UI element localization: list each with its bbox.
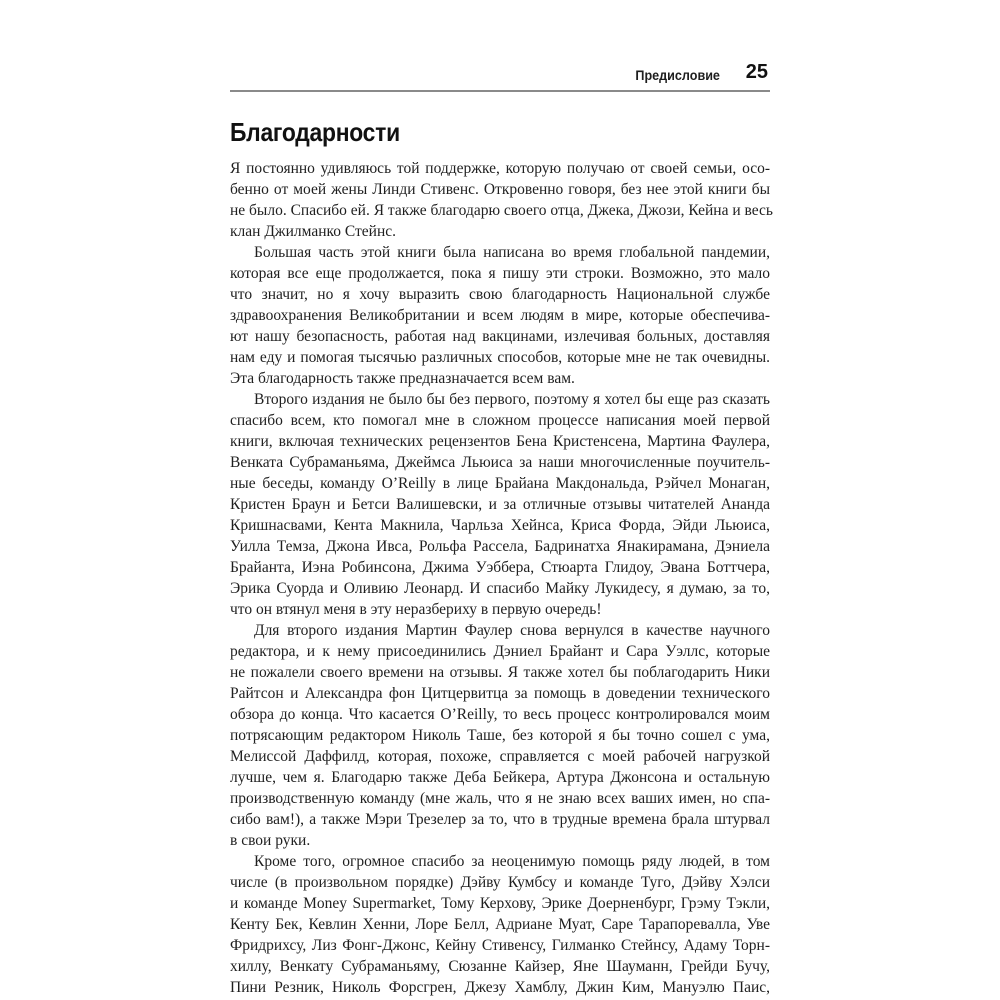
text-line: что значит, но я хочу выразить свою благодарность Национальной службе (230, 286, 770, 303)
text-line: ют нашу безопасность, работая над вакцинами, излечивая больных, доставляя (230, 328, 770, 345)
text-line: здравоохранения Великобритании и всем людям в мире, которые обеспечива- (230, 307, 770, 324)
text-line: что он втянул меня в эту неразбериху в первую очередь! (230, 601, 602, 618)
text-line: Эрика Суорда и Оливию Леонард. И спасибо Майку Лукидесу, я думаю, за то, (230, 580, 770, 597)
text-line: потрясающим редактором Николь Таше, без которой я бы точно сошел с ума, (230, 727, 770, 744)
text-line: хиллу, Венкату Субраманьяму, Сюзанне Кайзер, Яне Шауманн, Грейди Бучу, (230, 958, 770, 975)
text-line: ные беседы, команду O’Reilly в лице Брайана Макдональда, Рэйчел Монаган, (230, 475, 770, 492)
text-line: Большая часть этой книги была написана во время глобальной пандемии, (254, 244, 770, 261)
text-line: Мелиссой Даффилд, которая, похоже, справляется с моей рабочей нагрузкой (230, 748, 770, 765)
paragraph (230, 851, 770, 998)
text-line: нам еду и помогая тысячью различных способов, которые мне не так очевидны. (230, 349, 770, 366)
running-title: Предисловие (635, 67, 720, 83)
body-text (230, 158, 773, 998)
text-line: Уилла Темза, Джона Ивса, Рольфа Рассела, Бадринатха Янакирамана, Дэниела (230, 538, 770, 555)
text-line: редактора, и к нему присоединились Дэниел Брайант и Сара Уэллс, которые (230, 643, 770, 660)
running-header (230, 60, 770, 92)
text-line: Брайанта, Иэна Робинсона, Джима Уэббера, Стюарта Глидоу, Эвана Боттчера, (230, 559, 770, 576)
text-line: не было. Спасибо ей. Я также благодарю своего отца, Джека, Джози, Кейна и весь (230, 202, 773, 219)
text-line: книги, включая технических рецензентов Бена Кристенсена, Мартина Фаулера, (230, 433, 770, 450)
text-line: производственную команду (мне жаль, что я не знаю всех ваших имен, но спа- (230, 790, 770, 807)
text-line: и команде Money Supermarket, Тому Керхову, Эрике Доерненбург, Грэму Тэкли, (230, 895, 770, 912)
text-line: Второго издания не было бы без первого, поэтому я хотел бы еще раз сказать (254, 391, 770, 408)
text-line: в свои руки. (230, 832, 311, 849)
section-heading: Благодарности (230, 117, 400, 147)
page-number: 25 (745, 61, 768, 83)
text-line: обзора до конца. Что касается O’Reilly, то весь процесс контролировался моим (230, 706, 770, 723)
text-line: бенно от моей жены Линди Стивенс. Откровенно говоря, без нее этой книги бы (230, 181, 770, 198)
text-line: которая все еще продолжается, пока я пишу эти строки. Возможно, это мало (230, 265, 770, 282)
text-line: Кенту Бек, Кевлин Хенни, Лоре Белл, Адриане Муат, Саре Тарапоревалла, Уве (230, 916, 770, 933)
text-line: Кришнасвами, Кента Макнила, Чарльза Хейнса, Криса Форда, Эйди Льюиса, (230, 517, 770, 534)
text-line: не пожалели своего времени на отзывы. Я также хотел бы поблагодарить Ники (230, 664, 770, 681)
text-line: Фридрихсу, Лиз Фонг-Джонс, Кейну Стивенсу, Гилманко Стейнсу, Адаму Торн- (230, 937, 770, 954)
text-line: спасибо всем, кто помогал мне в сложном процессе написания моей первой (230, 412, 770, 429)
text-line: числе (в произвольном порядке) Дэйву Кумбсу и команде Туго, Дэйву Хэлси (230, 874, 770, 891)
text-line: Кроме того, огромное спасибо за неоценимую помощь ряду людей, в том (254, 853, 770, 870)
text-line: Эта благодарность также предназначается всем вам. (230, 370, 575, 387)
text-line: лучше, чем я. Благодарю также Деба Бейкера, Артура Джонсона и остальную (230, 769, 770, 786)
text-line: клан Джилманко Стейнс. (230, 223, 397, 240)
paragraph (230, 389, 770, 620)
text-line: Кристен Браун и Бетси Валишевски, и за отличные отзывы читателей Ананда (230, 496, 770, 513)
text-line: Я постоянно удивляюсь той поддержке, которую получаю от своей семьи, осо- (230, 160, 770, 177)
text-line: сибо вам!), а также Мэри Трезелер за то, что в трудные времена брала штурвал (230, 811, 770, 828)
text-line: Венката Субраманьяма, Джеймса Льюиса за наши многочисленные поучитель- (230, 454, 770, 471)
text-line: Пини Резник, Николь Форсгрен, Джезу Хамблу, Джин Ким, Мануэлю Паис, (230, 979, 770, 996)
paragraph (230, 620, 770, 851)
paragraph (230, 242, 770, 389)
text-line: Райтсон и Александра фон Цитцервитца за помощь в доведении технического (230, 685, 770, 702)
text-line: Для второго издания Мартин Фаулер снова вернулся в качестве научного (254, 622, 770, 639)
paragraph (230, 158, 773, 242)
